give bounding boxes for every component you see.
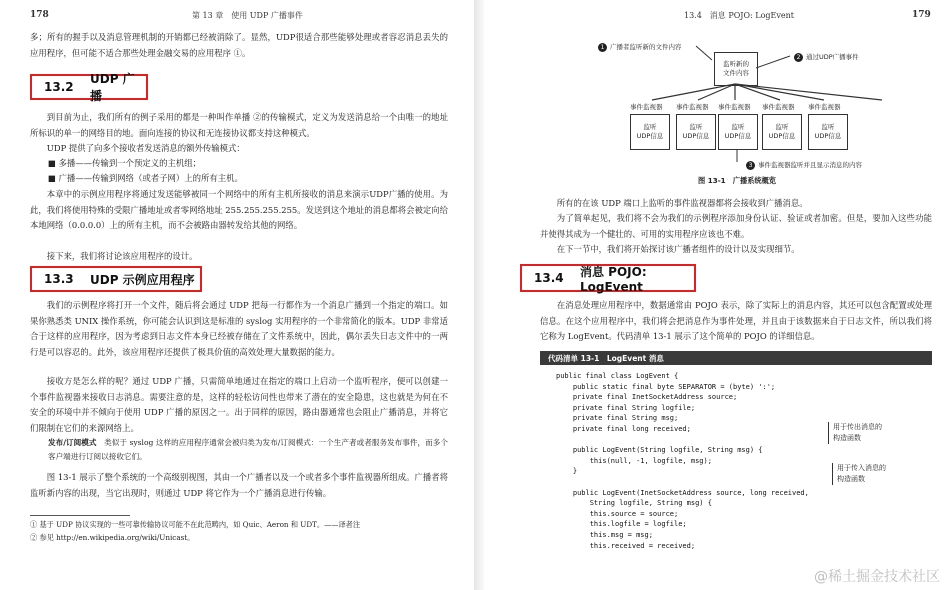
section-heading-13-4: 13.4 消息 POJO: LogEvent bbox=[520, 264, 696, 292]
page-gutter bbox=[474, 0, 484, 590]
monitor-label: 事件监视器 bbox=[718, 103, 751, 111]
watermark: @稀土掘金技术社区 bbox=[814, 569, 940, 585]
footnote-divider bbox=[30, 515, 130, 516]
monitor-label: 事件监视器 bbox=[676, 103, 709, 111]
code-line: private final String msg; bbox=[556, 414, 679, 423]
code-line: public LogEvent(InetSocketAddress source, long received, bbox=[556, 488, 809, 497]
monitor-box: 监听 UDP信息 bbox=[676, 114, 716, 150]
figure-caption: 图 13-1 广播系统概览 bbox=[698, 176, 776, 185]
monitor-label: 事件监视器 bbox=[808, 103, 841, 111]
footnote-1: ① 基于 UDP 协议实现的一些可靠传输协议可能不在此范畴内，如 Quic、Aeron 和 UDT。——译者注 bbox=[30, 520, 361, 529]
right-running-header: 13.4 消息 POJO: LogEvent bbox=[684, 11, 795, 20]
monitor-box: 监听 UDP信息 bbox=[718, 114, 758, 150]
figure-13-1 bbox=[594, 34, 924, 184]
paragraph: UDP 提供了向多个接收者发送消息的额外传输模式： bbox=[46, 143, 245, 153]
code-line: private final InetSocketAddress source; bbox=[556, 393, 738, 402]
bullet-item: ■ 多播——传输到一个预定义的主机组； bbox=[48, 158, 201, 168]
sidebar-text: 类似于 syslog 这样的应用程序通常会被归类为发布/订阅模式：一个生产者或者服务发布事件，而多个客户端进行订阅以接收它们。 bbox=[48, 438, 448, 461]
paragraph: 为了简单起见，我们将不会为我们的示例程序添加身份认证、验证或者加密。但是，要加入这些功能并使得其成为一个健壮的、可用的实用程序应该也不难。 bbox=[540, 213, 932, 239]
paragraph: 接收方是怎么样的呢？通过 UDP 广播，只需简单地通过在指定的端口上启动一个监听程序，便可以创建一个事件监视器来接收日志消息。需要注意的是，这样的轻松访问性也带来了潜在的安全隐患，这也就是为何在不安全的环境中并不倾向于使用 UDP 广播的原因之一。出于同样的原因，路由器通常也会阻止广播消息，并将它们限制在它们的来源网络上。 bbox=[30, 376, 448, 433]
left-running-header: 第 13 章 使用 UDP 广播事件 bbox=[192, 11, 303, 20]
code-listing-title: 代码清单 13-1 LogEvent 消息 bbox=[540, 351, 932, 365]
bullet-icon: ■ bbox=[48, 173, 59, 183]
code-line: public final class LogEvent { bbox=[556, 372, 679, 380]
section-heading-13-2: 13.2 UDP 广播 bbox=[30, 74, 148, 100]
code-line: private final long received; bbox=[556, 424, 691, 433]
code-annotation-2: 用于传入消息的 构造函数 bbox=[832, 463, 886, 485]
bullet-icon: ■ bbox=[48, 158, 59, 168]
paragraph: 在下一节中，我们将开始探讨该广播者组件的设计以及实现细节。 bbox=[556, 244, 800, 254]
paragraph: 所有的在该 UDP 端口上监听的事件监视器都将会接收到广播消息。 bbox=[556, 198, 808, 208]
section-heading-13-3: 13.3 UDP 示例应用程序 bbox=[30, 266, 202, 292]
paragraph: 本章中的示例应用程序将通过发送能够被同一个网络中的所有主机所接收的消息来演示UDP广播的使用。为此，我们将使用特殊的受限广播地址或者零网络地址 255.255.255.255。发送到这个地址的消息都将会被定向给本地网络（0.0.0.0）上的所有主机，而不会被路由器转发给其他的网络。 bbox=[30, 189, 448, 230]
code-line: this(null, -1, logfile, msg); bbox=[556, 456, 712, 465]
code-line: this.logfile = logfile; bbox=[556, 520, 687, 529]
diagram-callout-1: 1 广播者监听新的文件内容 bbox=[598, 42, 682, 52]
bullet-item: ■ 广播——传输到网络（或者子网）上的所有主机。 bbox=[48, 173, 243, 183]
paragraph: 我们的示例程序将打开一个文件，随后将会通过 UDP 把每一行都作为一个消息广播到一个指定的端口。如果你熟悉类 UNIX 操作系统，你可能会认识到这是标准的 syslog 实用程序的一个非常简化的版本。UDP 非常适合于这样的应用程序，因为考虑到日志文件本身已经被存储在了文件系统中，因此，偶尔丢失日志文件中的一两行是可以容忍的。此外，该应用程序还提供了极具价值的高效处理大量数据的能力。 bbox=[30, 300, 448, 357]
paragraph: 图 13-1 展示了整个系统的一个高级别视图，其由一个广播者以及一个或者多个事件监视器所组成。广播者将监听新内容的出现，当它出现时，则通过 UDP 将它作为一个广播消息进行传输。 bbox=[30, 472, 448, 498]
code-line: } bbox=[556, 467, 578, 476]
broadcaster-box: 监听新的 文件内容 bbox=[714, 52, 758, 86]
paragraph: 在消息处理应用程序中，数据通常由 POJO 表示，除了实际上的消息内容，其还可以包含配置或处理信息。在这个应用程序中，我们将会把消息作为事件处理，并且由于该数据来自于日志文件，所以我们将它称为 LogEvent。代码清单 13-1 展示了这个简单的 POJO 的详细信息。 bbox=[540, 300, 932, 341]
left-page-number: 178 bbox=[30, 10, 49, 20]
code-line bbox=[556, 435, 809, 446]
paragraph: 接下来，我们将讨论该应用程序的设计。 bbox=[46, 251, 198, 261]
sidebar-note bbox=[48, 436, 448, 464]
code-line: private final String logfile; bbox=[556, 403, 696, 412]
code-annotation-1: 用于传出消息的 构造函数 bbox=[828, 422, 882, 444]
monitor-label: 事件监视器 bbox=[762, 103, 795, 111]
code-line: this.source = source; bbox=[556, 509, 679, 518]
footnote-2: ② 参见 http://en.wikipedia.org/wiki/Unicast。 bbox=[30, 533, 195, 542]
monitor-box: 监听 UDP信息 bbox=[762, 114, 802, 150]
code-line: public static final byte SEPARATOR = (byte) ':'; bbox=[556, 382, 776, 391]
code-line: public LogEvent(String logfile, String msg) { bbox=[556, 446, 763, 455]
code-line: String logfile, String msg) { bbox=[556, 499, 712, 508]
code-line bbox=[556, 477, 809, 488]
intro-paragraph: 多；所有的握手以及消息管理机制的开销都已经被消除了。显然，UDP很适合那些能够处理或者容忍消息丢失的应用程序，但可能不适合那些处理金融交易的应用程序 ①。 bbox=[30, 32, 448, 58]
monitor-box: 监听 UDP信息 bbox=[808, 114, 848, 150]
paragraph: 到目前为止，我们所有的例子采用的都是一种叫作单播 ②的传输模式，定义为发送消息给一个由唯一的地址所标识的单一的网络目的地。面向连接的协议和无连接协议都支持这种模式。 bbox=[30, 112, 448, 138]
code-line: this.msg = msg; bbox=[556, 530, 653, 539]
right-page bbox=[484, 0, 948, 590]
code-listing bbox=[556, 371, 809, 551]
monitor-label: 事件监视器 bbox=[630, 103, 663, 111]
right-page-number: 179 bbox=[912, 10, 931, 20]
sidebar-title: 发布/订阅模式 bbox=[48, 438, 97, 447]
monitor-box: 监听 UDP信息 bbox=[630, 114, 670, 150]
diagram-callout-3: 3 事件监视器监听并且显示消息的内容 bbox=[746, 160, 862, 170]
code-line: this.received = received; bbox=[556, 541, 696, 550]
diagram-callout-2: 2 通过UDP广播事件 bbox=[794, 52, 859, 62]
